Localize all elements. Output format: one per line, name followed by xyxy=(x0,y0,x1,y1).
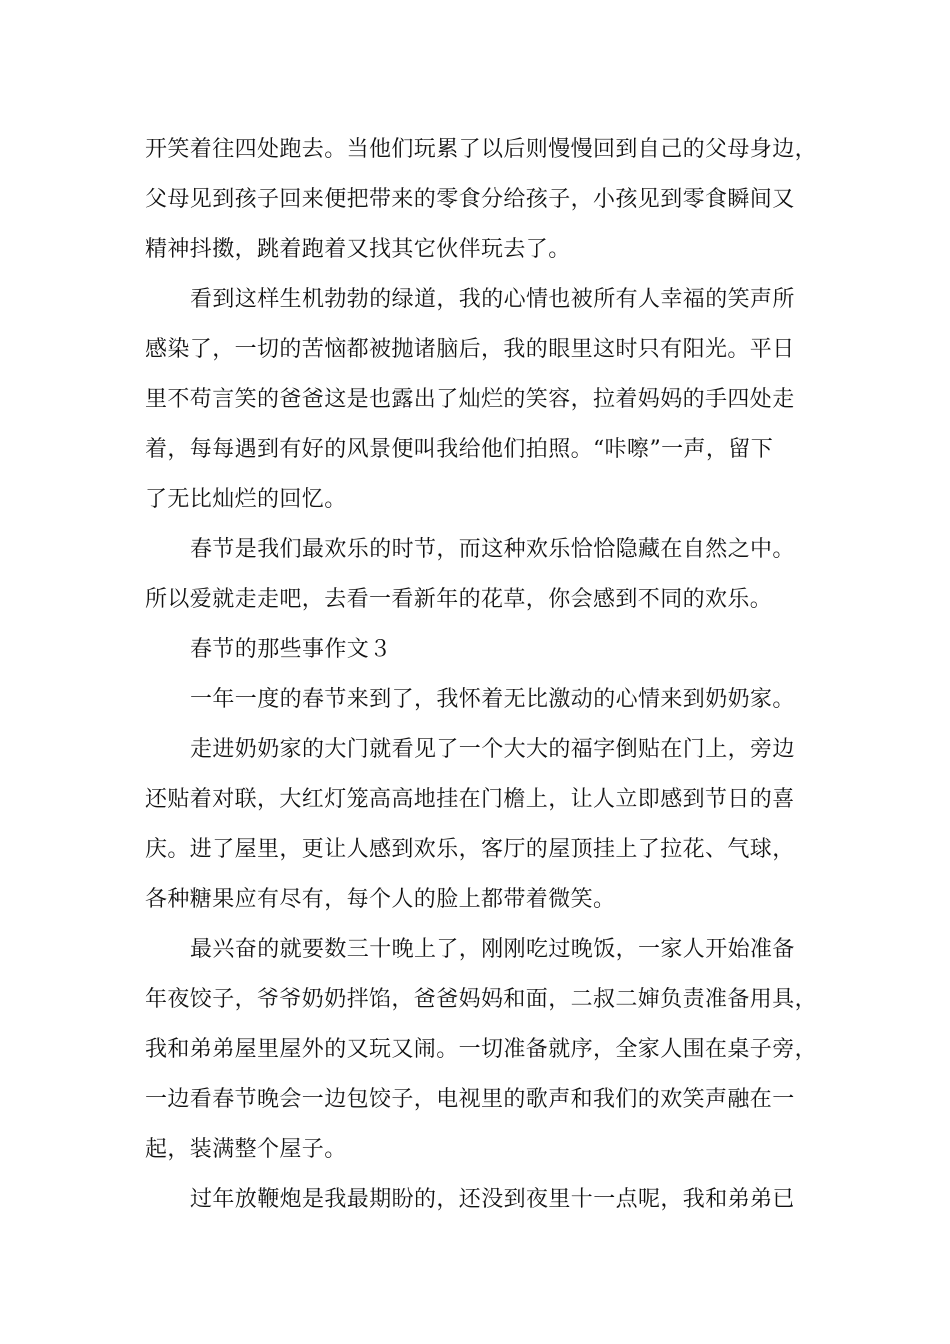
text-line: 起，装满整个屋子。 xyxy=(145,1137,347,1162)
text-line: 过年放鞭炮是我最期盼的，还没到夜里十一点呢，我和弟弟已 xyxy=(190,1187,795,1212)
text-line: 庆。进了屋里，更让人感到欢乐，客厅的屋顶挂上了拉花、气球， xyxy=(145,837,795,862)
text-line: 开笑着往四处跑去。当他们玩累了以后则慢慢回到自己的父母身边， xyxy=(145,137,818,162)
text-line: 里不苟言笑的爸爸这是也露出了灿烂的笑容，拉着妈妈的手四处走 xyxy=(145,387,795,412)
text-line: 我和弟弟屋里屋外的又玩又闹。一切准备就序，全家人围在桌子旁， xyxy=(145,1037,818,1062)
text-line: 感染了，一切的苦恼都被抛诸脑后，我的眼里这时只有阳光。平日 xyxy=(145,337,795,362)
text-line: 了无比灿烂的回忆。 xyxy=(145,487,347,512)
text-line: 看到这样生机勃勃的绿道，我的心情也被所有人幸福的笑声所 xyxy=(190,287,795,312)
text-line: 一年一度的春节来到了，我怀着无比激动的心情来到奶奶家。 xyxy=(190,687,795,712)
text-line: 年夜饺子，爷爷奶奶拌馅，爸爸妈妈和面，二叔二婶负责准备用具， xyxy=(145,987,818,1012)
text-line: 走进奶奶家的大门就看见了一个大大的福字倒贴在门上，旁边 xyxy=(190,737,795,762)
text-line: 所以爱就走走吧，去看一看新年的花草，你会感到不同的欢乐。 xyxy=(145,587,773,612)
text-line: 最兴奋的就要数三十晚上了，刚刚吃过晚饭，一家人开始准备 xyxy=(190,937,795,962)
text-line: 春节是我们最欢乐的时节，而这种欢乐恰恰隐藏在自然之中。 xyxy=(190,537,795,562)
text-line: 各种糖果应有尽有，每个人的脸上都带着微笑。 xyxy=(145,887,616,912)
text-line: 着，每每遇到有好的风景便叫我给他们拍照。“咔嚓”一声，留下 xyxy=(145,437,774,462)
text-line: 精神抖擞，跳着跑着又找其它伙伴玩去了。 xyxy=(145,237,571,262)
text-line: 一边看春节晚会一边包饺子，电视里的歌声和我们的欢笑声融在一 xyxy=(145,1087,795,1112)
section-title: 春节的那些事作文３ xyxy=(190,637,392,662)
text-line: 父母见到孩子回来便把带来的零食分给孩子，小孩见到零食瞬间又 xyxy=(145,187,795,212)
text-line: 还贴着对联，大红灯笼高高地挂在门檐上，让人立即感到节日的喜 xyxy=(145,787,795,812)
